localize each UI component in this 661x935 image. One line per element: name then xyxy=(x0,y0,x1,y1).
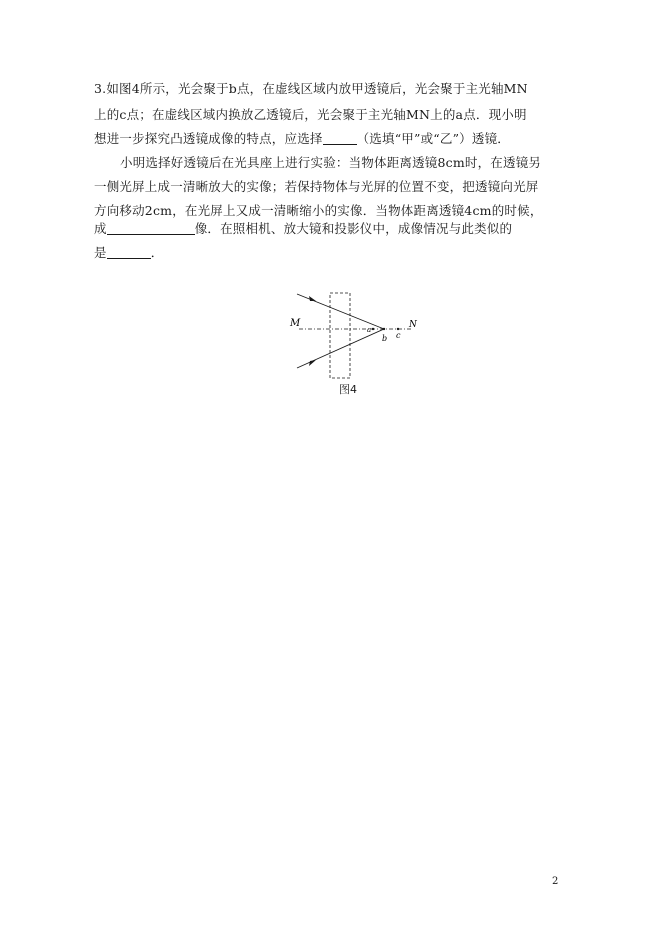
problem-text-8b: ． xyxy=(150,245,164,260)
problem-line-6 xyxy=(94,201,566,221)
problem-text-3b: （选填“甲”或“乙”）透镜． xyxy=(356,131,510,146)
label-c: c xyxy=(396,331,401,340)
point-c-dot xyxy=(397,328,399,330)
problem-text-1: 如图4所示，光会聚于b点，在虚线区域内放甲透镜后，光会聚于主光轴MN xyxy=(106,81,528,96)
dashed-lens-region xyxy=(330,293,350,378)
label-M: M xyxy=(290,318,301,329)
problem-text-6: 方向移动2cm，在光屏上又成一清晰缩小的实像．当物体距离透镜4cm的时候， xyxy=(94,203,543,218)
problem-line-8 xyxy=(94,243,566,263)
label-a: a xyxy=(367,326,372,334)
problem-text-2: 上的c点；在虚线区域内换放乙透镜后，光会聚于主光轴MN上的a点．现小明 xyxy=(94,107,527,122)
problem-text-7b: 像．在照相机、放大镜和投影仪中，成像情况与此类似的 xyxy=(194,221,513,236)
problem-text-7a: 成 xyxy=(94,221,107,236)
problem-line-5 xyxy=(94,177,566,197)
answer-blank-3[interactable] xyxy=(107,245,151,259)
point-b-dot xyxy=(383,328,385,330)
problem-line-4 xyxy=(120,153,566,173)
answer-blank-2[interactable] xyxy=(107,221,195,235)
problem-text-8a: 是 xyxy=(94,245,107,260)
problem-line-3 xyxy=(94,129,566,149)
upper-ray-arrow-icon xyxy=(309,296,316,301)
problem-line-7 xyxy=(94,219,566,239)
problem-line-1 xyxy=(94,79,566,99)
point-a-dot xyxy=(372,328,374,330)
problem-text-5: 一侧光屏上成一清晰放大的实像；若保持物体与光屏的位置不变，把透镜向光屏 xyxy=(94,179,539,194)
problem-text-3a: 想进一步探究凸透镜成像的特点，应选择 xyxy=(94,131,323,146)
problem-line-2 xyxy=(94,105,566,125)
label-b: b xyxy=(382,334,388,343)
answer-blank-1[interactable] xyxy=(323,131,357,145)
problem-text-4: 小明选择好透镜后在光具座上进行实验：当物体距离透镜8cm时，在透镜另 xyxy=(120,155,542,170)
lower-ray-arrow-icon xyxy=(309,360,316,366)
figure-caption: 图4 xyxy=(339,383,357,396)
page-number: 2 xyxy=(552,876,559,887)
problem-number: 3. xyxy=(94,81,107,96)
label-N: N xyxy=(409,320,417,330)
